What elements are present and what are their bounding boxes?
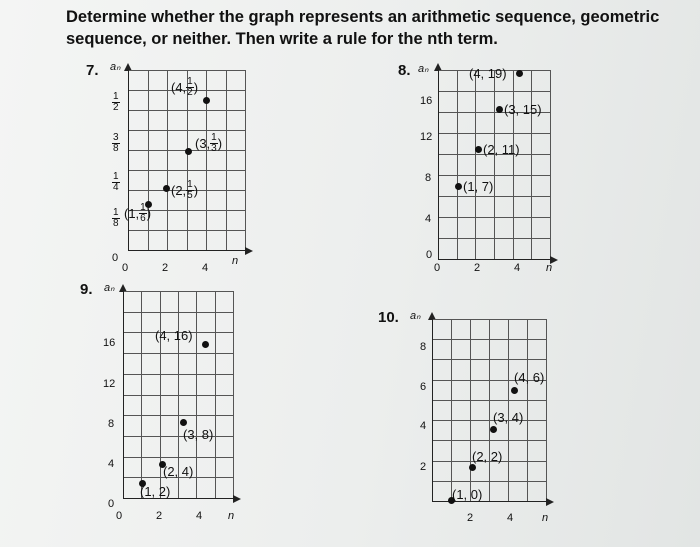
y-axis-label: aₙ [104, 282, 115, 294]
point-label: (3, 8) [183, 427, 214, 442]
y-tick-label: 16 [420, 95, 433, 107]
x-axis-arrow [245, 247, 253, 255]
grid-line [451, 319, 452, 501]
x-tick-label: 2 [156, 510, 163, 522]
x-tick-label: 2 [162, 262, 169, 274]
data-point [496, 106, 503, 113]
y-tick-label: 4 [420, 420, 427, 432]
point-label: (2, 4) [163, 464, 194, 479]
point-label: (3, $\frac{1}{3}$ ) [195, 132, 223, 154]
x-axis-label: n [546, 262, 553, 274]
grid-line [245, 70, 246, 250]
grid-line [489, 319, 490, 501]
origin-y-label: 0 [112, 252, 119, 264]
grid-line [433, 319, 547, 320]
grid-line [129, 70, 246, 71]
grid-line [494, 70, 495, 259]
grid-line [226, 70, 227, 250]
grid-line [439, 175, 551, 176]
grid-line [439, 238, 551, 239]
origin-y-label: 0 [108, 498, 115, 510]
y-tick-label: 3 8 [113, 132, 119, 154]
data-point [185, 148, 192, 155]
y-tick-label: 6 [420, 381, 427, 393]
data-point [203, 97, 210, 104]
point-label: (2, 11) [483, 142, 520, 157]
y-tick-label: 8 [420, 341, 427, 353]
y-axis-label: aₙ [410, 310, 421, 322]
grid-line [167, 70, 168, 250]
graph-grid [432, 319, 547, 502]
grid-line [457, 70, 458, 259]
y-tick-label: 2 [420, 461, 427, 473]
point-label: (3, 15) [504, 102, 542, 117]
x-axis-label: n [232, 255, 239, 267]
grid-line [433, 359, 547, 360]
problem-number: 10. [378, 309, 399, 326]
point-label: (4, 19) [469, 66, 507, 81]
point-label: (4, $\frac{1}{2}$ ) [171, 76, 199, 98]
x-tick-label: 4 [514, 262, 521, 274]
point-label: (4, 16) [155, 328, 193, 343]
grid-line [470, 319, 471, 501]
point-label: (1, 0) [452, 487, 483, 502]
y-tick-label: 12 [103, 378, 116, 390]
point-label: (1, 7) [463, 179, 494, 194]
data-point [163, 185, 170, 192]
grid-line [439, 133, 551, 134]
grid-line [124, 291, 234, 292]
y-tick-label: 12 [420, 131, 433, 143]
point-label: (2, $\frac{1}{5}$ ) [171, 179, 199, 201]
grid-line [433, 420, 547, 421]
point-label: (3, 4) [493, 410, 524, 425]
y-tick-label: 16 [103, 337, 116, 349]
x-axis-arrow [546, 498, 554, 506]
origin-x-label: 0 [434, 262, 441, 274]
grid-line [124, 395, 234, 396]
data-point [180, 419, 187, 426]
problem-number: 9. [80, 281, 93, 298]
grid-line [550, 70, 551, 259]
grid-line [124, 374, 234, 375]
problem-number: 7. [86, 62, 99, 79]
grid-line [433, 400, 547, 401]
origin-x-label: 0 [122, 262, 129, 274]
y-tick-label: 4 [425, 213, 432, 225]
grid-line [475, 70, 476, 259]
x-tick-label: 4 [507, 512, 514, 524]
data-point [455, 183, 462, 190]
grid-line [124, 312, 234, 313]
y-axis-label: aₙ [110, 61, 121, 73]
graph-grid [438, 70, 551, 260]
grid-line [439, 217, 551, 218]
problem-number: 8. [398, 62, 411, 79]
x-tick-label: 4 [202, 262, 209, 274]
origin-x-label: 0 [116, 510, 123, 522]
grid-line [124, 436, 234, 437]
grid-line [513, 70, 514, 259]
origin-y-label: 0 [426, 249, 433, 261]
y-tick-label: 4 [108, 458, 115, 470]
grid-line [124, 415, 234, 416]
x-axis-label: n [542, 512, 549, 524]
x-axis-label: n [228, 510, 235, 522]
grid-line [433, 440, 547, 441]
grid-line [129, 110, 246, 111]
data-point [516, 70, 523, 77]
point-label: (1, $\frac{1}{6}$ ) [124, 202, 152, 224]
y-tick-label: 8 [108, 418, 115, 430]
x-axis-arrow [233, 495, 241, 503]
data-point [511, 387, 518, 394]
data-point [490, 426, 497, 433]
y-tick-label: 1 2 [113, 91, 119, 113]
data-point [469, 464, 476, 471]
x-tick-label: 2 [467, 512, 474, 524]
point-label: (1, 2) [140, 484, 171, 499]
grid-line [129, 170, 246, 171]
x-tick-label: 4 [196, 510, 203, 522]
grid-line [546, 319, 547, 501]
grid-line [433, 481, 547, 482]
grid-line [439, 91, 551, 92]
data-point [475, 146, 482, 153]
grid-line [433, 339, 547, 340]
grid-line [527, 319, 528, 501]
x-tick-label: 2 [474, 262, 481, 274]
point-label: (2, 2) [472, 449, 503, 464]
instructions-text: Determine whether the graph represents an arithmetic sequence, geometric sequence, or neither. Then write a rule for the nth term. [66, 8, 660, 48]
y-tick-label: 1 8 [113, 207, 119, 229]
grid-line [124, 457, 234, 458]
data-point [202, 341, 209, 348]
grid-line [531, 70, 532, 259]
y-tick-label: 1 4 [113, 171, 119, 193]
point-label: (4, 6) [514, 370, 545, 385]
grid-line [129, 130, 246, 131]
grid-line [129, 230, 246, 231]
grid-line [124, 353, 234, 354]
y-tick-label: 8 [425, 172, 432, 184]
grid-line [439, 196, 551, 197]
y-axis-label: aₙ [418, 63, 429, 75]
